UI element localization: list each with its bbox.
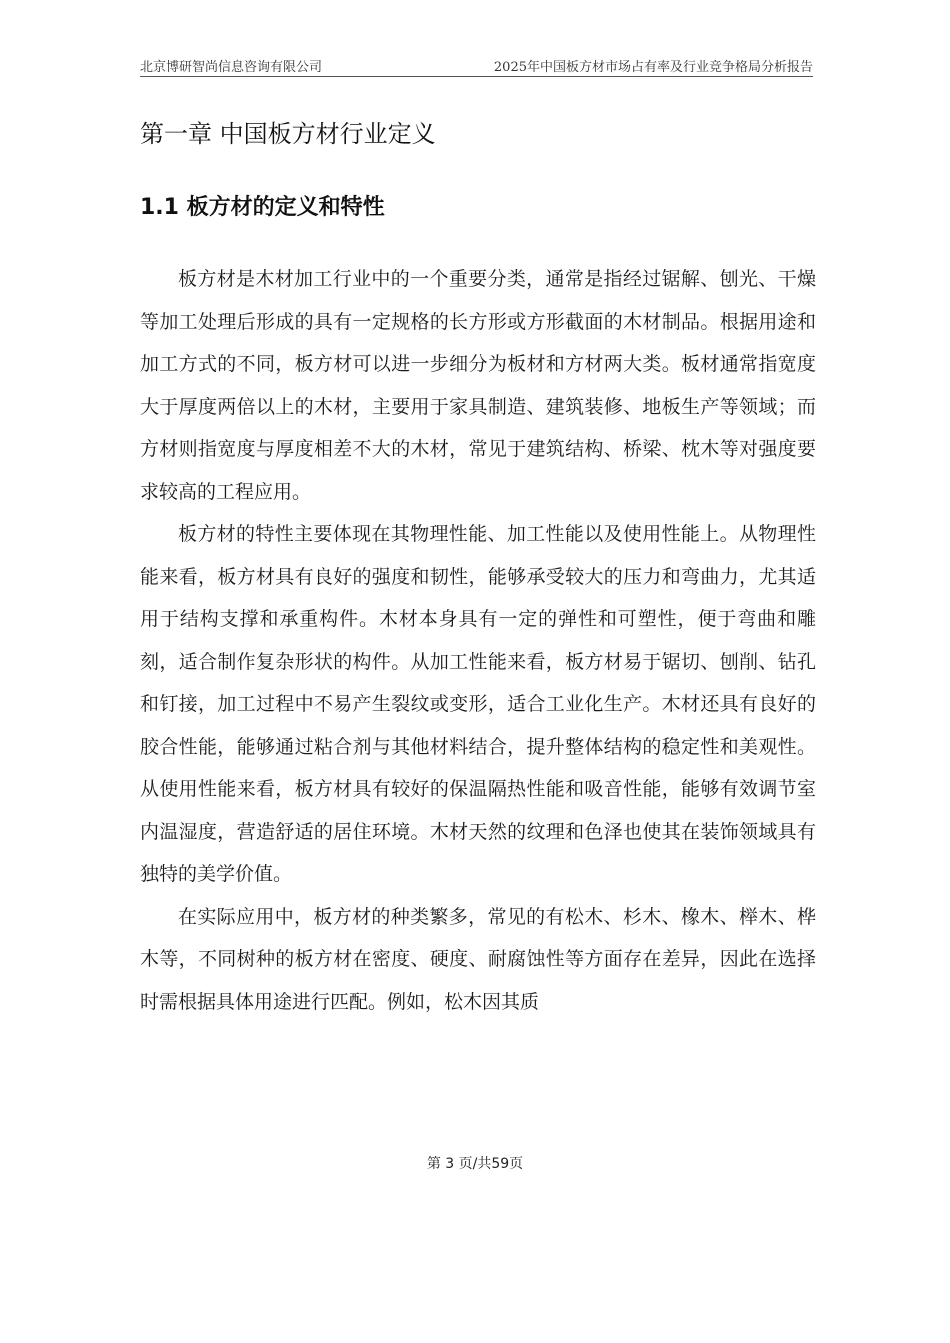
paragraph: 板方材的特性主要体现在其物理性能、加工性能以及使用性能上。从物理性能来看，板方材具有良好的强度和韧性，能够承受较大的压力和弯曲力，尤其适用于结构支撑和承重构件。木材本身具有一定的弹性和可塑性，便于弯曲和雕刻，适合制作复杂形状的构件。从加工性能来看，板方材易于锯切、刨削、钻孔和钉接，加工过程中不易产生裂纹或变形，适合工业化生产。木材还具有良好的胶合性能，能够通过粘合剂与其他材料结合，提升整体结构的稳定性和美观性。从使用性能来看，板方材具有较好的保温隔热性能和吸音性能，能够有效调节室内温湿度，营造舒适的居住环境。木材天然的纹理和色泽也使其在装饰领域具有独特的美学价值。 [140,523,816,885]
section-title: 1.1 板方材的定义和特性 [140,195,385,220]
chapter-title: 第一章 中国板方材行业定义 [140,120,436,148]
header-report-title: 2025年中国板方材市场占有率及行业竞争格局分析报告 [493,60,813,75]
paragraph: 板方材是木材加工行业中的一个重要分类，通常是指经过锯解、刨光、干燥等加工处理后形成的具有一定规格的长方形或方形截面的木材制品。根据用途和加工方式的不同，板方材可以进一步细分为板材和方材两大类。板材通常指宽度大于厚度两倍以上的木材，主要用于家具制造、建筑装修、地板生产等领域；而方材则指宽度与厚度相差不大的木材，常见于建筑结构、桥梁、枕木等对强度要求较高的工程应用。 [140,268,816,503]
page-header [140,56,813,77]
body-text [140,258,816,1023]
paragraph: 在实际应用中，板方材的种类繁多，常见的有松木、杉木、橡木、榉木、桦木等，不同树种的板方材在密度、硬度、耐腐蚀性等方面存在差异，因此在选择时需根据具体用途进行匹配。例如，松木因其质 [140,905,816,1013]
page-number: 第 3 页/共59页 [426,1156,524,1172]
header-company: 北京博研智尚信息咨询有限公司 [140,60,323,75]
